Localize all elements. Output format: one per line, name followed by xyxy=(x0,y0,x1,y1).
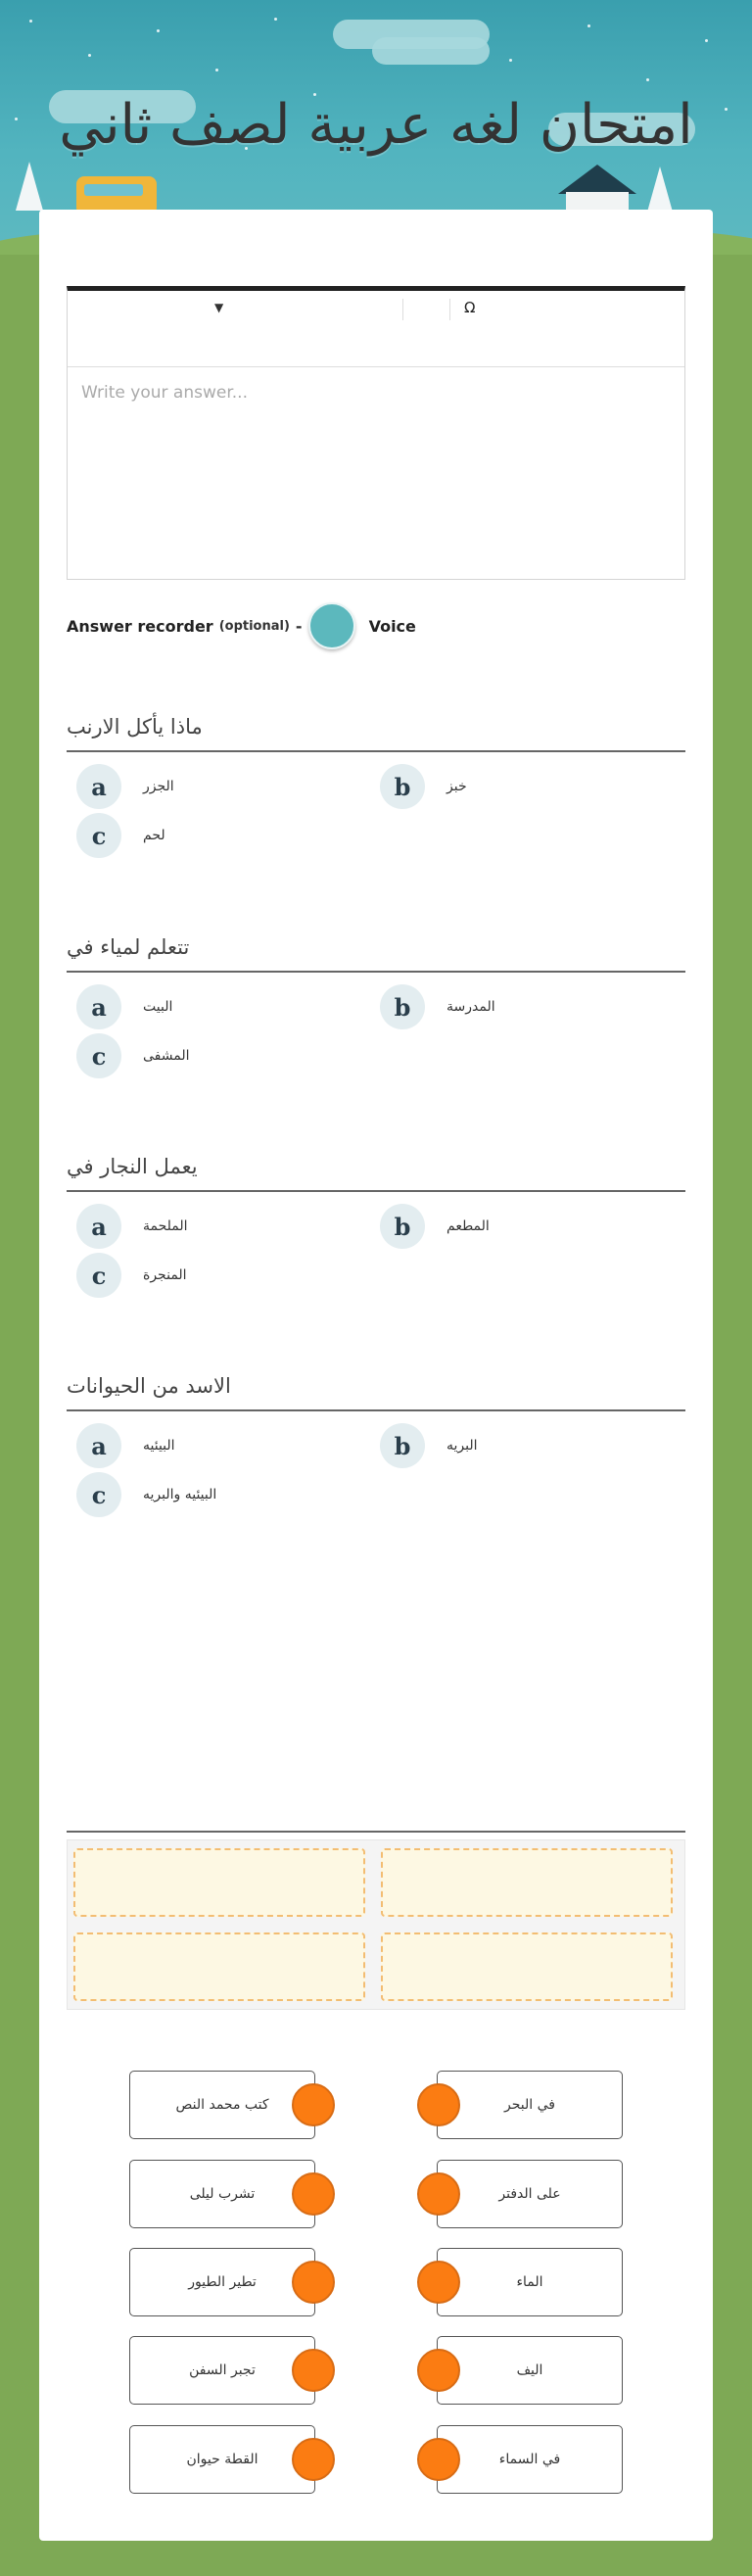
match-right-connector[interactable] xyxy=(417,2172,460,2216)
editor-toolbar xyxy=(68,291,684,367)
question-4 xyxy=(67,1359,685,1509)
match-right-item[interactable]: اليف xyxy=(437,2336,623,2405)
option-letter: b xyxy=(380,1204,425,1249)
option-text: البيئيه xyxy=(143,1438,175,1454)
match-left-item[interactable]: تجبر السفن xyxy=(129,2336,315,2405)
option-letter: a xyxy=(76,1423,121,1468)
match-left-item[interactable]: تطير الطيور xyxy=(129,2248,315,2316)
drop-zone[interactable] xyxy=(381,1932,673,2001)
recorder-dash: - xyxy=(295,616,303,636)
question-title: تتعلم لمياء في xyxy=(67,935,190,959)
option-b[interactable] xyxy=(380,984,495,1029)
question-divider xyxy=(67,1409,685,1411)
match-right-connector[interactable] xyxy=(417,2083,460,2126)
option-a[interactable] xyxy=(76,764,174,809)
option-letter: b xyxy=(380,1423,425,1468)
option-letter: a xyxy=(76,764,121,809)
drop-zone[interactable] xyxy=(381,1848,673,1917)
match-right-item[interactable]: في البحر xyxy=(437,2071,623,2139)
option-text: خبز xyxy=(446,779,467,794)
option-text: البيئيه والبريه xyxy=(143,1487,217,1503)
match-left-connector[interactable] xyxy=(292,2083,335,2126)
option-letter: c xyxy=(76,1472,121,1517)
option-letter: c xyxy=(76,1253,121,1298)
option-text: المطعم xyxy=(446,1218,490,1234)
house-roof xyxy=(558,165,636,194)
record-voice-button[interactable] xyxy=(308,602,355,649)
match-right-connector[interactable] xyxy=(417,2349,460,2392)
cloud xyxy=(372,37,490,65)
option-letter: b xyxy=(380,984,425,1029)
option-c[interactable] xyxy=(76,813,165,858)
option-text: المشفى xyxy=(143,1048,190,1064)
question-divider xyxy=(67,750,685,752)
option-letter: a xyxy=(76,984,121,1029)
question-title: يعمل النجار في xyxy=(67,1155,198,1178)
answer-textarea[interactable]: Write your answer... xyxy=(81,383,248,403)
option-text: البيت xyxy=(143,999,173,1015)
option-a[interactable] xyxy=(76,1423,175,1468)
option-text: لحم xyxy=(143,828,165,843)
question-3 xyxy=(67,1139,685,1290)
question-divider xyxy=(67,1190,685,1192)
question-2 xyxy=(67,920,685,1071)
special-character-button[interactable]: Ω xyxy=(464,299,476,316)
match-left-item[interactable]: القطة حيوان xyxy=(129,2425,315,2494)
option-b[interactable] xyxy=(380,1423,478,1468)
drop-zone[interactable] xyxy=(73,1848,365,1917)
option-text: الجزر xyxy=(143,779,174,794)
match-left-connector[interactable] xyxy=(292,2261,335,2304)
option-text: البريه xyxy=(446,1438,478,1454)
option-letter: b xyxy=(380,764,425,809)
voice-label: Voice xyxy=(368,616,416,636)
format-dropdown-icon[interactable]: ▼ xyxy=(214,301,224,314)
question-divider xyxy=(67,971,685,973)
option-a[interactable] xyxy=(76,984,172,1029)
option-b[interactable] xyxy=(380,764,467,809)
toolbar-divider xyxy=(402,299,403,320)
tree xyxy=(646,167,674,215)
match-right-item[interactable]: في السماء xyxy=(437,2425,623,2494)
question-title: ماذا يأكل الارنب xyxy=(67,715,203,739)
question-1 xyxy=(67,699,685,850)
tree xyxy=(16,162,43,211)
match-left-item[interactable]: تشرب ليلى xyxy=(129,2160,315,2228)
option-c[interactable] xyxy=(76,1033,190,1078)
worksheet-card xyxy=(39,210,713,2541)
option-letter: a xyxy=(76,1204,121,1249)
match-right-connector[interactable] xyxy=(417,2261,460,2304)
recorder-label: Answer recorder xyxy=(67,616,213,636)
option-b[interactable] xyxy=(380,1204,490,1249)
option-text: المنجرة xyxy=(143,1267,187,1283)
option-letter: c xyxy=(76,813,121,858)
match-right-item[interactable]: على الدفتر xyxy=(437,2160,623,2228)
option-a[interactable] xyxy=(76,1204,188,1249)
question-title: الاسد من الحيوانات xyxy=(67,1374,231,1398)
recorder-optional-label: (optional) xyxy=(218,618,290,634)
option-letter: c xyxy=(76,1033,121,1078)
drop-zone-grid xyxy=(67,1839,685,2010)
match-right-connector[interactable] xyxy=(417,2438,460,2481)
answer-editor xyxy=(67,286,685,580)
match-left-connector[interactable] xyxy=(292,2438,335,2481)
page-title: امتحان لغه عربية لصف ثاني xyxy=(59,93,693,157)
drop-zone[interactable] xyxy=(73,1932,365,2001)
option-text: المدرسة xyxy=(446,999,495,1015)
option-c[interactable] xyxy=(76,1472,216,1517)
section-divider xyxy=(67,1831,685,1833)
match-left-connector[interactable] xyxy=(292,2172,335,2216)
match-right-item[interactable]: الماء xyxy=(437,2248,623,2316)
answer-recorder xyxy=(67,601,416,650)
option-text: الملحمة xyxy=(143,1218,188,1234)
toolbar-divider xyxy=(449,299,450,320)
match-left-connector[interactable] xyxy=(292,2349,335,2392)
option-c[interactable] xyxy=(76,1253,187,1298)
match-left-item[interactable]: كتب محمد النص xyxy=(129,2071,315,2139)
